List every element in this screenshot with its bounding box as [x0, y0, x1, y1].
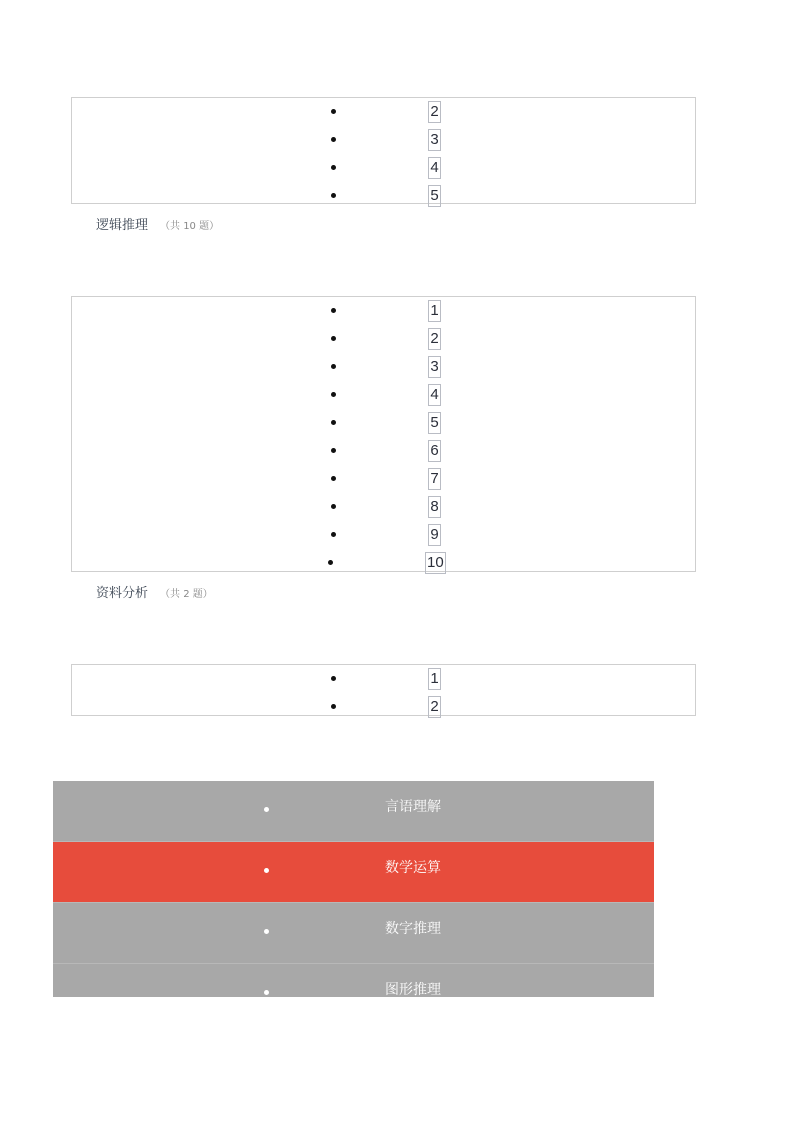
question-number-link[interactable]: 9 — [428, 524, 441, 546]
list-item — [72, 353, 695, 381]
list-item — [72, 693, 695, 721]
question-number-link[interactable]: 3 — [428, 356, 441, 378]
question-list-section-1 — [71, 296, 696, 572]
question-list-section-2 — [71, 664, 696, 716]
list-item — [72, 297, 695, 325]
nav-item-number-reasoning[interactable] — [53, 903, 654, 964]
question-number-link[interactable]: 4 — [428, 384, 441, 406]
bullet-icon — [331, 364, 336, 369]
list-item — [72, 465, 695, 493]
bullet-icon — [331, 420, 336, 425]
list-item — [72, 325, 695, 353]
bullet-icon — [331, 704, 336, 709]
bullet-icon — [331, 504, 336, 509]
question-number-link[interactable]: 7 — [428, 468, 441, 490]
category-nav — [53, 781, 654, 997]
bullet-icon — [331, 676, 336, 681]
section-count: （共 10 题） — [160, 221, 220, 232]
question-number-link[interactable]: 10 — [425, 552, 446, 574]
section-heading-logic — [96, 214, 219, 233]
section-title: 资料分析 — [96, 586, 149, 601]
bullet-icon — [331, 392, 336, 397]
bullet-icon — [331, 109, 336, 114]
question-list-section-0 — [71, 97, 696, 204]
list-item — [72, 98, 695, 126]
question-number-link[interactable]: 5 — [428, 412, 441, 434]
section-count: （共 2 题） — [160, 589, 213, 600]
nav-item-label: 图形推理 — [385, 982, 441, 997]
question-number-link[interactable]: 1 — [428, 668, 441, 690]
nav-item-math[interactable] — [53, 842, 654, 903]
list-item — [72, 154, 695, 182]
bullet-icon — [331, 532, 336, 537]
list-item — [72, 665, 695, 693]
question-number-link[interactable]: 2 — [428, 696, 441, 718]
nav-item-label: 数学运算 — [385, 860, 441, 876]
nav-item-label: 数字推理 — [385, 921, 441, 937]
list-item — [72, 409, 695, 437]
question-number-link[interactable]: 4 — [428, 157, 441, 179]
question-number-link[interactable]: 8 — [428, 496, 441, 518]
nav-item-label: 言语理解 — [385, 799, 441, 815]
list-item — [72, 493, 695, 521]
bullet-icon — [331, 336, 336, 341]
list-item — [72, 126, 695, 154]
list-item — [72, 437, 695, 465]
nav-item-figure-reasoning[interactable] — [53, 964, 654, 997]
question-number-link[interactable]: 1 — [428, 300, 441, 322]
list-item — [72, 521, 695, 549]
question-number-link[interactable]: 2 — [428, 328, 441, 350]
bullet-icon — [331, 137, 336, 142]
section-heading-data-analysis — [96, 582, 213, 601]
bullet-icon — [331, 476, 336, 481]
question-number-link[interactable]: 3 — [428, 129, 441, 151]
list-item — [72, 381, 695, 409]
list-item — [72, 549, 695, 577]
bullet-icon — [331, 165, 336, 170]
question-number-link[interactable]: 5 — [428, 185, 441, 207]
section-title: 逻辑推理 — [96, 218, 149, 233]
question-number-link[interactable]: 2 — [428, 101, 441, 123]
nav-item-verbal[interactable] — [53, 781, 654, 842]
question-number-link[interactable]: 6 — [428, 440, 441, 462]
bullet-icon — [331, 193, 336, 198]
list-item — [72, 182, 695, 210]
bullet-icon — [331, 448, 336, 453]
bullet-icon — [328, 560, 333, 565]
bullet-icon — [331, 308, 336, 313]
